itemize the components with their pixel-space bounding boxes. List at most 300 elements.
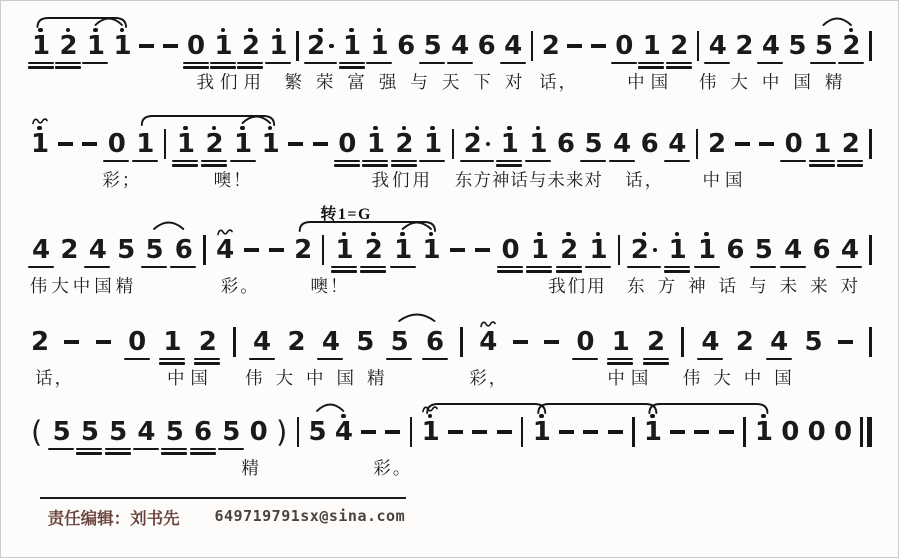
duration-dash: [670, 401, 685, 459]
note-underlines: [422, 446, 439, 459]
note-glyph: [385, 418, 400, 446]
eighth-underline: [664, 160, 690, 162]
notes-row: [1, 311, 898, 369]
note-glyph: [365, 236, 382, 264]
duration-dash: [475, 219, 490, 277]
note-digit: [528, 113, 547, 171]
digit: 4: [451, 31, 469, 61]
dash-stroke: [244, 248, 259, 252]
note-digit: [533, 401, 550, 459]
eighth-underline: [190, 448, 216, 450]
note-glyph: [608, 418, 623, 446]
lyric-text: 伟大中国精: [244, 368, 398, 388]
note-glyph: [87, 32, 104, 60]
digit: 1: [668, 235, 686, 265]
note-underlines: [393, 264, 412, 277]
note-glyph: ): [275, 415, 288, 449]
note-glyph: [544, 328, 559, 356]
digit: 1: [136, 129, 154, 159]
dash-stroke: [735, 142, 750, 146]
dash-stroke: [759, 142, 774, 146]
note-digit: [135, 113, 154, 171]
digit: 1: [529, 129, 547, 159]
note-underlines: [575, 356, 594, 369]
barline: [460, 311, 463, 369]
dash-stroke: [544, 340, 559, 344]
final-barline: [860, 401, 871, 459]
note-glyph: [343, 32, 360, 60]
dash-stroke: [670, 430, 685, 434]
rest-note: [107, 113, 126, 171]
note-underlines: [31, 60, 50, 73]
note-digit: [500, 113, 519, 171]
note-glyph: [322, 236, 325, 264]
rest-note: [784, 113, 803, 171]
lyric-text: 话，: [35, 368, 75, 388]
digit: 0: [501, 235, 519, 265]
note-digit: [840, 219, 859, 277]
note-underlines: [694, 446, 709, 459]
note-glyph: [591, 32, 606, 60]
note-glyph: [472, 418, 487, 446]
key-change-label: 转1=G: [320, 206, 372, 223]
note-underlines: [670, 446, 685, 459]
eighth-underline: [580, 160, 606, 162]
note-digit: [145, 219, 164, 277]
note-ornaments: [537, 219, 542, 236]
note-underlines: [96, 356, 111, 369]
note-glyph: [567, 32, 582, 60]
note-glyph: [583, 418, 598, 446]
digit: 5: [390, 327, 408, 357]
lyric-text: 噢！: [213, 170, 253, 190]
digit: 2: [842, 31, 860, 61]
note-underlines: [452, 158, 455, 171]
note-ornaments: [536, 113, 541, 130]
note-glyph: [697, 32, 700, 60]
note-underlines: [364, 264, 383, 277]
note-glyph: [475, 236, 490, 264]
note-glyph: [244, 236, 259, 264]
eighth-underline: [334, 160, 360, 162]
sixteenth-underline: [837, 164, 863, 166]
note-underlines: [145, 264, 164, 277]
note-digit: [708, 15, 727, 73]
digit: 4: [479, 327, 497, 357]
note-underlines: [86, 60, 105, 73]
eighth-underline: [526, 266, 552, 268]
note-glyph: [813, 130, 830, 158]
note-digit: [631, 219, 658, 277]
note-glyph: [426, 328, 443, 356]
note-digit: [241, 15, 260, 73]
barline: [618, 219, 621, 277]
barline-stroke: [867, 417, 872, 447]
digit: 4: [784, 235, 802, 265]
eighth-underline: [386, 358, 412, 360]
note-underlines: [755, 446, 772, 459]
duration-dash: [583, 401, 598, 459]
note-digit: [262, 113, 279, 171]
lyric-text: 中国: [627, 72, 675, 92]
barline-stroke: [296, 31, 299, 61]
eighth-underline: [460, 160, 494, 162]
dash-stroke: [385, 430, 400, 434]
note-digit: [88, 219, 107, 277]
eighth-underline: [76, 448, 102, 450]
note-underlines: [808, 446, 825, 459]
editor-credit: 责任编辑：刘书先: [47, 509, 180, 528]
rest-note: [337, 113, 356, 171]
note-glyph: [109, 418, 126, 446]
duration-dash: [719, 401, 734, 459]
rest-note: [501, 219, 520, 277]
digit: 2: [294, 235, 312, 265]
digit: 6: [397, 31, 415, 61]
note-digit: [423, 113, 442, 171]
note-glyph: [410, 418, 413, 446]
note-glyph: [163, 328, 180, 356]
note-ornaments: [704, 219, 709, 236]
note-glyph: [308, 418, 325, 446]
digit: 5: [754, 235, 772, 265]
note-glyph: [788, 32, 805, 60]
note-glyph: [501, 130, 518, 158]
note-glyph: [478, 32, 495, 60]
digit: 0: [128, 327, 146, 357]
note-glyph: [297, 418, 300, 446]
digit: 0: [784, 129, 802, 159]
note-underlines: [335, 446, 352, 459]
notes-row: [1, 15, 898, 73]
digit: 5: [52, 417, 70, 447]
note-glyph: [464, 130, 491, 158]
barline-stroke: [203, 235, 206, 265]
rest-note: [575, 311, 594, 369]
note-glyph: [869, 236, 872, 264]
barline: [296, 15, 299, 73]
note-digit: [397, 15, 414, 73]
note-ornaments: [183, 113, 188, 130]
note-underlines: [80, 446, 99, 459]
digit: 2: [560, 235, 578, 265]
rest-note: [127, 311, 146, 369]
note-glyph: [81, 418, 98, 446]
note-glyph: [669, 236, 686, 264]
barline-stroke: [869, 327, 872, 357]
note-digit: [252, 311, 271, 369]
note-glyph: [338, 130, 355, 158]
note-digit: [841, 15, 860, 73]
note-digit: [812, 113, 831, 171]
lyric-text: 中国: [702, 170, 748, 190]
digit: 4: [761, 31, 779, 61]
dash-stroke: [513, 340, 528, 344]
note-glyph: [576, 328, 593, 356]
system-5: [1, 401, 898, 493]
note-digit: [335, 219, 354, 277]
rest-note: [186, 15, 205, 73]
note-glyph: [356, 328, 373, 356]
digit: 4: [770, 327, 788, 357]
digit: 0: [338, 129, 356, 159]
note-glyph: [560, 236, 577, 264]
eighth-underline: [218, 448, 244, 450]
digit: 4: [137, 417, 155, 447]
duration-dash: [450, 219, 465, 277]
barline-stroke: [869, 235, 872, 265]
barline: [869, 113, 872, 171]
sixteenth-underline: [76, 452, 102, 454]
note-underlines: [632, 446, 635, 459]
note-digit: [761, 15, 780, 73]
digit: 4: [668, 129, 686, 159]
eighth-underline: [422, 358, 448, 360]
note-glyph: [139, 32, 154, 60]
system-2: [1, 113, 898, 205]
digit: 4: [613, 129, 631, 159]
barline: [521, 401, 524, 459]
note-digit: [287, 311, 304, 369]
note-digit: [198, 311, 217, 369]
note-underlines: [841, 158, 860, 171]
eighth-underline: [170, 266, 196, 268]
dash-stroke: [497, 430, 512, 434]
note-glyph: [815, 32, 832, 60]
note-underlines: [559, 446, 574, 459]
digit: 2: [364, 235, 382, 265]
digit: 4: [253, 327, 271, 357]
digit: 1: [643, 417, 661, 447]
note-glyph: (: [31, 415, 43, 449]
note-glyph: [735, 32, 752, 60]
note-underlines: [262, 158, 279, 171]
lyric-text: 彩。: [220, 276, 260, 296]
note-glyph: [32, 236, 49, 264]
note-digit: [425, 311, 444, 369]
digit: 5: [145, 235, 163, 265]
note-digit: [165, 401, 184, 459]
note-underlines: [448, 446, 463, 459]
note-glyph: [58, 130, 73, 158]
note-digit: [193, 401, 212, 459]
note-digit: [233, 113, 252, 171]
digit: 2: [735, 327, 753, 357]
note-glyph: [424, 32, 441, 60]
barline-stroke: [697, 31, 700, 61]
note-digit: [769, 311, 788, 369]
note-ornaments: [429, 219, 434, 236]
digit: 2: [59, 31, 77, 61]
digit: 2: [647, 327, 665, 357]
digit: 1: [343, 31, 361, 61]
note-digit: [321, 311, 340, 369]
note-underlines: [193, 446, 212, 459]
lyric-text: 伟大中国精: [698, 72, 857, 92]
note-digit: [755, 401, 772, 459]
eighth-underline: [666, 62, 692, 64]
digit: 5: [356, 327, 374, 357]
eighth-underline: [159, 358, 185, 360]
note-glyph: [82, 130, 97, 158]
note-digit: [393, 219, 412, 277]
digit: 1: [642, 31, 660, 61]
note-glyph: [145, 236, 162, 264]
note-ornaments: [120, 15, 125, 32]
duration-dash: [735, 113, 750, 171]
sixteenth-underline: [334, 164, 360, 166]
note-digit: [366, 113, 385, 171]
note-underlines: [544, 356, 559, 369]
note-underlines: [82, 158, 97, 171]
note-ornaments: [377, 15, 382, 32]
dash-stroke: [448, 430, 463, 434]
note-digit: [641, 113, 658, 171]
duration-dash: [544, 311, 559, 369]
note-ornaments: [430, 113, 435, 130]
rest-note: [834, 401, 851, 459]
note-digit: [464, 113, 491, 171]
note-glyph: [335, 236, 352, 264]
lyric-text: 话，: [539, 72, 579, 92]
sixteenth-underline: [105, 452, 131, 454]
duration-dash: [58, 113, 73, 171]
note-glyph: [424, 130, 441, 158]
digit: 1: [163, 327, 181, 357]
lyric-text: 我们用: [371, 170, 433, 190]
note-glyph: [755, 418, 772, 446]
duration-dash: [361, 401, 376, 459]
digit: 1: [754, 417, 772, 447]
digit: 0: [615, 31, 633, 61]
note-glyph: [222, 418, 239, 446]
barline-stroke: [297, 417, 300, 447]
note-digit: [841, 113, 860, 171]
digit: 5: [814, 31, 832, 61]
barline-stroke: [618, 235, 621, 265]
notes-row: [1, 113, 898, 171]
close-paren: [276, 401, 287, 459]
digit: 6: [640, 129, 658, 159]
digit: 1: [530, 235, 548, 265]
digit: 4: [216, 235, 234, 265]
digit: 2: [630, 235, 648, 265]
note-glyph: [296, 32, 299, 60]
note-underlines: [805, 356, 822, 369]
eighth-underline: [627, 266, 661, 268]
note-glyph: [531, 236, 548, 264]
barline: [531, 15, 534, 73]
note-underlines: [58, 158, 73, 171]
note-underlines: [719, 446, 734, 459]
eighth-underline: [419, 62, 445, 64]
eighth-underline: [664, 266, 690, 268]
note-underlines: [618, 264, 621, 277]
duration-dash: [513, 311, 528, 369]
score-sheet: [1, 1, 898, 557]
note-ornaments: [32, 113, 48, 130]
note-underlines: [288, 158, 303, 171]
digit: 2: [307, 31, 325, 61]
note-glyph: [808, 418, 825, 446]
note-digit: [356, 311, 373, 369]
digit: 2: [735, 31, 753, 61]
note-underlines: [696, 158, 699, 171]
barline-stroke: [322, 235, 325, 265]
eighth-underline: [133, 448, 159, 450]
note-glyph: [497, 418, 512, 446]
eighth-underline: [161, 448, 187, 450]
note-ornaments: [248, 15, 253, 32]
note-glyph: [762, 32, 779, 60]
barline-stroke: [233, 327, 236, 357]
barline-stroke: [164, 129, 167, 159]
digit: 6: [726, 235, 744, 265]
note-digit: [642, 15, 661, 73]
note-digit: [783, 219, 802, 277]
note-glyph: [307, 32, 334, 60]
note-glyph: [708, 130, 725, 158]
sixteenth-underline: [809, 164, 835, 166]
eighth-underline: [585, 266, 611, 268]
sixteenth-underline: [190, 452, 216, 454]
note-glyph: [397, 32, 414, 60]
note-ornaments: [400, 219, 405, 236]
digit: 5: [165, 417, 183, 447]
note-digit: [612, 113, 631, 171]
note-underlines: [176, 158, 195, 171]
note-underlines: [743, 446, 746, 459]
note-underlines: [533, 446, 550, 459]
lyric-text: 伟大中国: [682, 368, 805, 388]
digit: 1: [370, 31, 388, 61]
note-glyph: [696, 130, 699, 158]
eighth-underline: [757, 62, 783, 64]
barline: [632, 401, 635, 459]
note-glyph: [422, 418, 439, 446]
duration-dash: [472, 401, 487, 459]
note-digit: [80, 401, 99, 459]
duration-dash: [313, 113, 328, 171]
note-digit: [479, 311, 496, 369]
sixteenth-underline: [55, 66, 81, 68]
digit: 1: [176, 129, 195, 159]
note-digit: [31, 113, 48, 171]
note-underlines: [869, 356, 872, 369]
digit: 1: [113, 31, 131, 61]
eighth-underline: [838, 62, 864, 64]
note-digit: [422, 219, 439, 277]
digit: 2: [241, 31, 260, 61]
note-glyph: [559, 418, 574, 446]
digit: 1: [86, 31, 105, 61]
eighth-underline: [837, 160, 863, 162]
digit: 6: [477, 31, 495, 61]
note-digit: [205, 113, 224, 171]
duration-dash: [497, 401, 512, 459]
note-glyph: [719, 418, 734, 446]
note-digit: [557, 113, 574, 171]
barline: [743, 401, 746, 459]
note-glyph: [533, 418, 550, 446]
note-glyph: [128, 328, 145, 356]
digit: 2: [541, 31, 559, 61]
note-underlines: [422, 264, 439, 277]
note-glyph: [529, 130, 546, 158]
note-glyph: [785, 130, 802, 158]
note-digit: [335, 401, 352, 459]
dash-stroke: [591, 44, 606, 48]
